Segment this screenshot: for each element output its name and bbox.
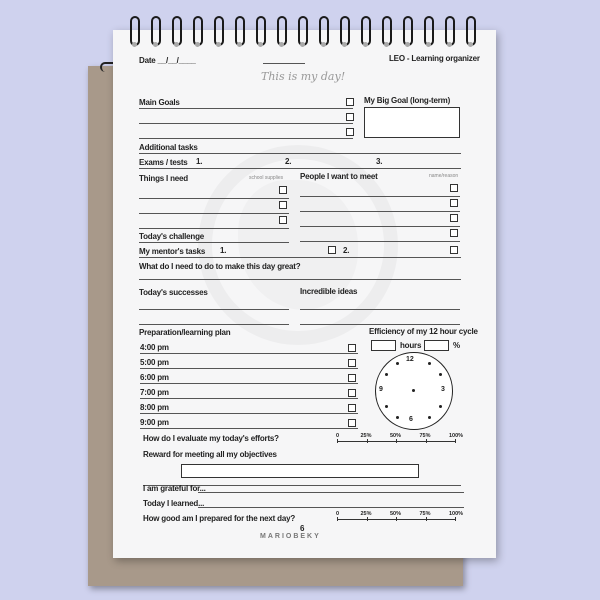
need-line xyxy=(139,228,289,229)
people-line xyxy=(300,241,460,242)
people-checkbox[interactable] xyxy=(450,184,458,192)
mentor-label: My mentor's tasks xyxy=(139,247,206,256)
scale-label: 0 xyxy=(336,433,340,439)
make-great-line xyxy=(139,279,461,280)
exams-label: Exams / tests xyxy=(139,158,188,167)
grateful-label: I am grateful for... xyxy=(143,484,206,493)
time-slot-checkbox[interactable] xyxy=(348,389,356,397)
clock-label-3: 3 xyxy=(441,386,445,393)
people-checkbox[interactable] xyxy=(450,199,458,207)
learned-label: Today I learned... xyxy=(143,499,205,508)
time-slot-label: 9:00 pm xyxy=(140,418,169,427)
punch-hole xyxy=(342,42,347,47)
time-slot-checkbox[interactable] xyxy=(348,344,356,352)
clock-tick xyxy=(428,362,431,365)
punch-hole xyxy=(405,42,410,47)
grateful-line xyxy=(198,492,464,493)
reward-label: Reward for meeting all my objectives xyxy=(143,450,277,459)
make-great-label: What do I need to do to make this day great? xyxy=(139,262,301,271)
scale-label: 100% xyxy=(449,433,464,439)
goal-line xyxy=(139,123,353,124)
punch-hole xyxy=(321,42,326,47)
prepared-label: How good am I prepared for the next day? xyxy=(143,514,296,523)
scale-tick xyxy=(396,517,397,521)
big-goal-label: My Big Goal (long-term) xyxy=(364,96,451,105)
learned-line xyxy=(198,507,464,508)
hours-box[interactable] xyxy=(371,340,396,351)
scale-tick xyxy=(337,517,338,521)
scale-tick xyxy=(426,517,427,521)
clock-tick xyxy=(385,405,388,408)
time-slot-line xyxy=(140,413,358,414)
scale-label: 25% xyxy=(360,511,372,517)
date-line xyxy=(263,63,305,64)
time-slot-label: 7:00 pm xyxy=(140,388,169,397)
punch-hole xyxy=(132,42,137,47)
scale-label: 75% xyxy=(419,511,431,517)
people-line xyxy=(300,226,460,227)
clock-label-6: 6 xyxy=(409,416,413,423)
time-slot-checkbox[interactable] xyxy=(348,374,356,382)
clock-center xyxy=(412,389,415,392)
additional-tasks-label: Additional tasks xyxy=(139,143,198,152)
clock-tick xyxy=(439,373,442,376)
need-line xyxy=(139,198,289,199)
goal-checkbox[interactable] xyxy=(346,113,354,121)
scale-label: 25% xyxy=(360,433,372,439)
people-label: People I want to meet xyxy=(300,172,378,181)
success-line xyxy=(139,309,289,310)
need-checkbox[interactable] xyxy=(279,186,287,194)
exam-line xyxy=(139,168,461,169)
clock-label-12: 12 xyxy=(406,356,414,363)
scale-label: 100% xyxy=(449,511,464,517)
clock-tick xyxy=(385,373,388,376)
time-slot-label: 4:00 pm xyxy=(140,343,169,352)
name-reason-hint: name/reason xyxy=(429,173,459,179)
people-checkbox[interactable] xyxy=(450,229,458,237)
scale-tick xyxy=(396,439,397,443)
idea-line xyxy=(300,309,460,310)
scale-tick xyxy=(367,517,368,521)
exam-num-1: 1. xyxy=(196,157,203,166)
clock-tick xyxy=(428,416,431,419)
school-supplies-hint: school supplies xyxy=(249,175,284,181)
scale-tick xyxy=(426,439,427,443)
time-slot-label: 8:00 pm xyxy=(140,403,169,412)
task-line xyxy=(139,153,461,154)
main-goals-label: Main Goals xyxy=(139,98,180,107)
percent-box[interactable] xyxy=(424,340,449,351)
people-line xyxy=(300,211,460,212)
big-goal-box[interactable] xyxy=(364,107,460,138)
goal-line xyxy=(139,138,353,139)
planner-title: LEO - Learning organizer xyxy=(389,54,480,63)
challenge-label: Today's challenge xyxy=(139,232,205,241)
punch-hole xyxy=(195,42,200,47)
time-slot-label: 6:00 pm xyxy=(140,373,169,382)
clock-tick xyxy=(439,405,442,408)
mentor-num-2: 2. xyxy=(343,246,350,255)
time-slot-checkbox[interactable] xyxy=(348,404,356,412)
scale-label: 50% xyxy=(390,433,402,439)
page-number: 6 xyxy=(300,524,305,533)
punch-hole xyxy=(384,42,389,47)
mentor-num-1: 1. xyxy=(220,246,227,255)
punch-hole xyxy=(426,42,431,47)
reward-box[interactable] xyxy=(181,464,419,478)
clock-tick xyxy=(396,362,399,365)
goal-checkbox[interactable] xyxy=(346,128,354,136)
scale-tick xyxy=(367,439,368,443)
planner-page xyxy=(113,30,496,558)
time-slot-line xyxy=(140,428,358,429)
people-checkbox[interactable] xyxy=(450,214,458,222)
scale-label: 50% xyxy=(390,511,402,517)
brand-logo: MARIOBEKY xyxy=(260,533,321,540)
things-need-label: Things I need xyxy=(139,174,188,183)
clock-label-9: 9 xyxy=(379,386,383,393)
punch-hole xyxy=(363,42,368,47)
exam-num-3: 3. xyxy=(376,157,383,166)
scale-tick xyxy=(455,439,456,443)
clock-diagram xyxy=(375,352,453,430)
need-line xyxy=(139,213,289,214)
exam-num-2: 2. xyxy=(285,157,292,166)
punch-hole xyxy=(279,42,284,47)
punch-hole xyxy=(237,42,242,47)
percent-label: % xyxy=(453,341,460,350)
scale-tick xyxy=(455,517,456,521)
plan-label: Preparation/learning plan xyxy=(139,328,231,337)
punch-hole xyxy=(216,42,221,47)
punch-hole xyxy=(300,42,305,47)
time-slot-label: 5:00 pm xyxy=(140,358,169,367)
date-label: Date __/__/____ xyxy=(139,56,196,65)
time-slot-line xyxy=(140,353,358,354)
punch-hole xyxy=(258,42,263,47)
hours-label: hours xyxy=(400,341,422,350)
success-line xyxy=(139,324,289,325)
need-checkbox[interactable] xyxy=(279,201,287,209)
clock-tick xyxy=(396,416,399,419)
time-slot-line xyxy=(140,398,358,399)
idea-line xyxy=(300,324,460,325)
goal-line xyxy=(139,108,353,109)
punch-hole xyxy=(468,42,473,47)
punch-hole xyxy=(153,42,158,47)
scale-label: 75% xyxy=(419,433,431,439)
ideas-label: Incredible ideas xyxy=(300,287,358,296)
mentor-checkbox[interactable] xyxy=(328,246,336,254)
motto-text: This is my day! xyxy=(261,70,346,83)
time-slot-checkbox[interactable] xyxy=(348,359,356,367)
efficiency-label: Efficiency of my 12 hour cycle xyxy=(369,327,478,336)
goal-checkbox[interactable] xyxy=(346,98,354,106)
time-slot-checkbox[interactable] xyxy=(348,419,356,427)
evaluate-label: How do I evaluate my today's efforts? xyxy=(143,434,279,443)
need-checkbox[interactable] xyxy=(279,216,287,224)
mentor-checkbox[interactable] xyxy=(450,246,458,254)
mentor-line xyxy=(139,257,461,258)
time-slot-line xyxy=(140,383,358,384)
punch-hole xyxy=(174,42,179,47)
punch-hole xyxy=(447,42,452,47)
challenge-line xyxy=(139,242,289,243)
scale-label: 0 xyxy=(336,511,340,517)
time-slot-line xyxy=(140,368,358,369)
successes-label: Today's successes xyxy=(139,288,208,297)
scale-tick xyxy=(337,439,338,443)
people-line xyxy=(300,196,460,197)
